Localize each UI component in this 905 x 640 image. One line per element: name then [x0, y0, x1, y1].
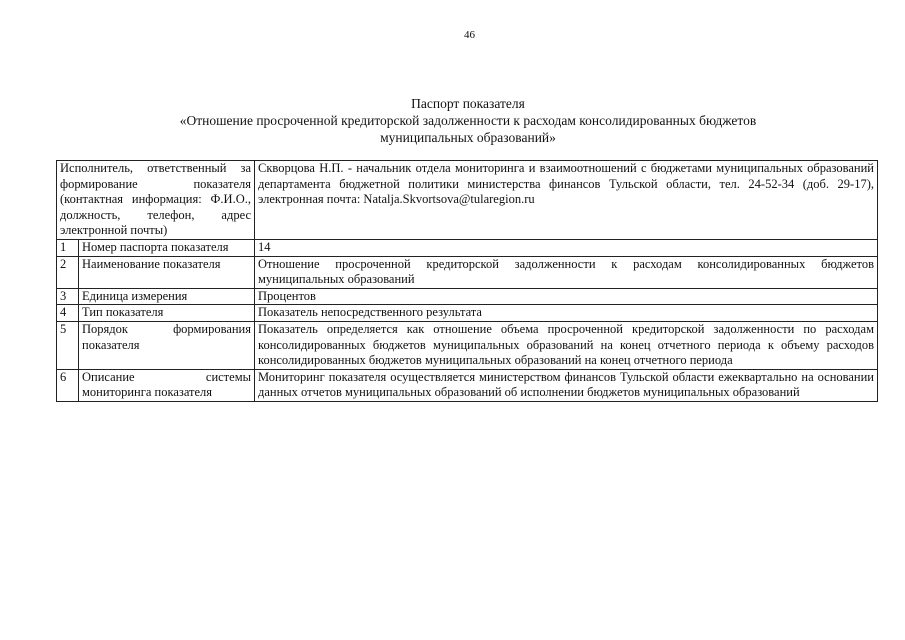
table-row [57, 305, 878, 322]
title-line-1: Паспорт показателя [411, 96, 525, 111]
row-value: Показатель определяется как отношение объема просроченной кредиторской задолженности по расходам консолидированных бюджетов муниципальных образований на конец отчетного периода к объему расходов консолидированных бюджетов муниципальных образований на конец отчетного периода [255, 321, 878, 369]
executor-row [57, 161, 878, 240]
row-number: 5 [57, 321, 79, 369]
table-row [57, 256, 878, 288]
row-value: Показатель непосредственного результата [255, 305, 878, 322]
title-line-3: муниципальных образований» [380, 130, 556, 145]
row-label: Описание системы мониторинга показателя [79, 369, 255, 401]
table-row [57, 288, 878, 305]
row-value: 14 [255, 239, 878, 256]
row-value: Мониторинг показателя осуществляется министерством финансов Тульской области ежеквартально на основании данных отчетов муниципальных образований об исполнении бюджетов муниципальных образований [255, 369, 878, 401]
row-label: Порядок формирования показателя [79, 321, 255, 369]
row-number: 1 [57, 239, 79, 256]
executor-label: Исполнитель, ответственный за формирование показателя (контактная информация: Ф.И.О., должность, телефон, адрес электронной почты) [57, 161, 255, 240]
row-value: Процентов [255, 288, 878, 305]
row-number: 2 [57, 256, 79, 288]
table-row [57, 239, 878, 256]
table-row [57, 321, 878, 369]
row-label: Наименование показателя [79, 256, 255, 288]
executor-value: Скворцова Н.П. - начальник отдела мониторинга и взаимоотношений с бюджетами муниципальных образований департамента бюджетной политики министерства финансов Тульской области, тел. 24-52-34 (доб. 29-17), электронная почта: Natalja.Skvortsova@tularegion.ru [255, 161, 878, 240]
table-row [57, 369, 878, 401]
row-label: Тип показателя [79, 305, 255, 322]
row-number: 3 [57, 288, 79, 305]
row-number: 4 [57, 305, 79, 322]
row-label: Единица измерения [79, 288, 255, 305]
page-number: 46 [464, 29, 475, 41]
row-label: Номер паспорта показателя [79, 239, 255, 256]
row-value: Отношение просроченной кредиторской задолженности к расходам консолидированных бюджетов муниципальных образований [255, 256, 878, 288]
row-number: 6 [57, 369, 79, 401]
title-line-2: «Отношение просроченной кредиторской задолженности к расходам консолидированных бюджетов [179, 113, 757, 128]
document-title [60, 95, 876, 146]
passport-table [56, 160, 878, 402]
